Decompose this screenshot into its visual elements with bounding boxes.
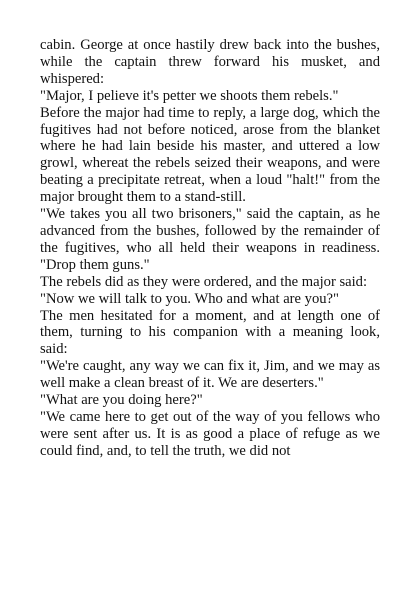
paragraph-9: "What are you doing here?" [40, 392, 203, 409]
paragraph-6: "Now we will talk to you. Who and what are you?" [40, 290, 339, 307]
paragraph-4: "We takes you all two brisoners," said the captain, as he advanced from the bushes, followed by the remainder of the fugitives, who all held their weapons in readiness. "Drop them guns." [40, 206, 380, 273]
paragraph-3: Before the major had time to reply, a large dog, which the fugitives had not before noticed, arose from the blanket where he had lain beside his master, and uttered a low growl, whereat the rebels seized their weapons, and were beating a precipitate retreat, when a loud "halt!" from the major brought them to a stand-still. [40, 104, 380, 206]
paragraph-7: The men hesitated for a moment, and at length one of them, turning to his companion with a meaning look, said: [40, 307, 380, 358]
paragraph-1: cabin. George at once hastily drew back into the bushes, while the captain threw forward his musket, and whispered: [40, 37, 380, 87]
paragraph-8: "We're caught, any way we can fix it, Jim, and we may as well make a clean breast of it. We are deserters." [40, 358, 380, 392]
paragraph-2: "Major, I pelieve it's petter we shoots them rebels." [40, 87, 339, 104]
paragraph-10: "We came here to get out of the way of you fellows who were sent after us. It is as good a place of refuge as we could find, and, to tell the truth, we did not [40, 408, 380, 459]
paragraph-5: The rebels did as they were ordered, and the major said: [40, 273, 368, 290]
